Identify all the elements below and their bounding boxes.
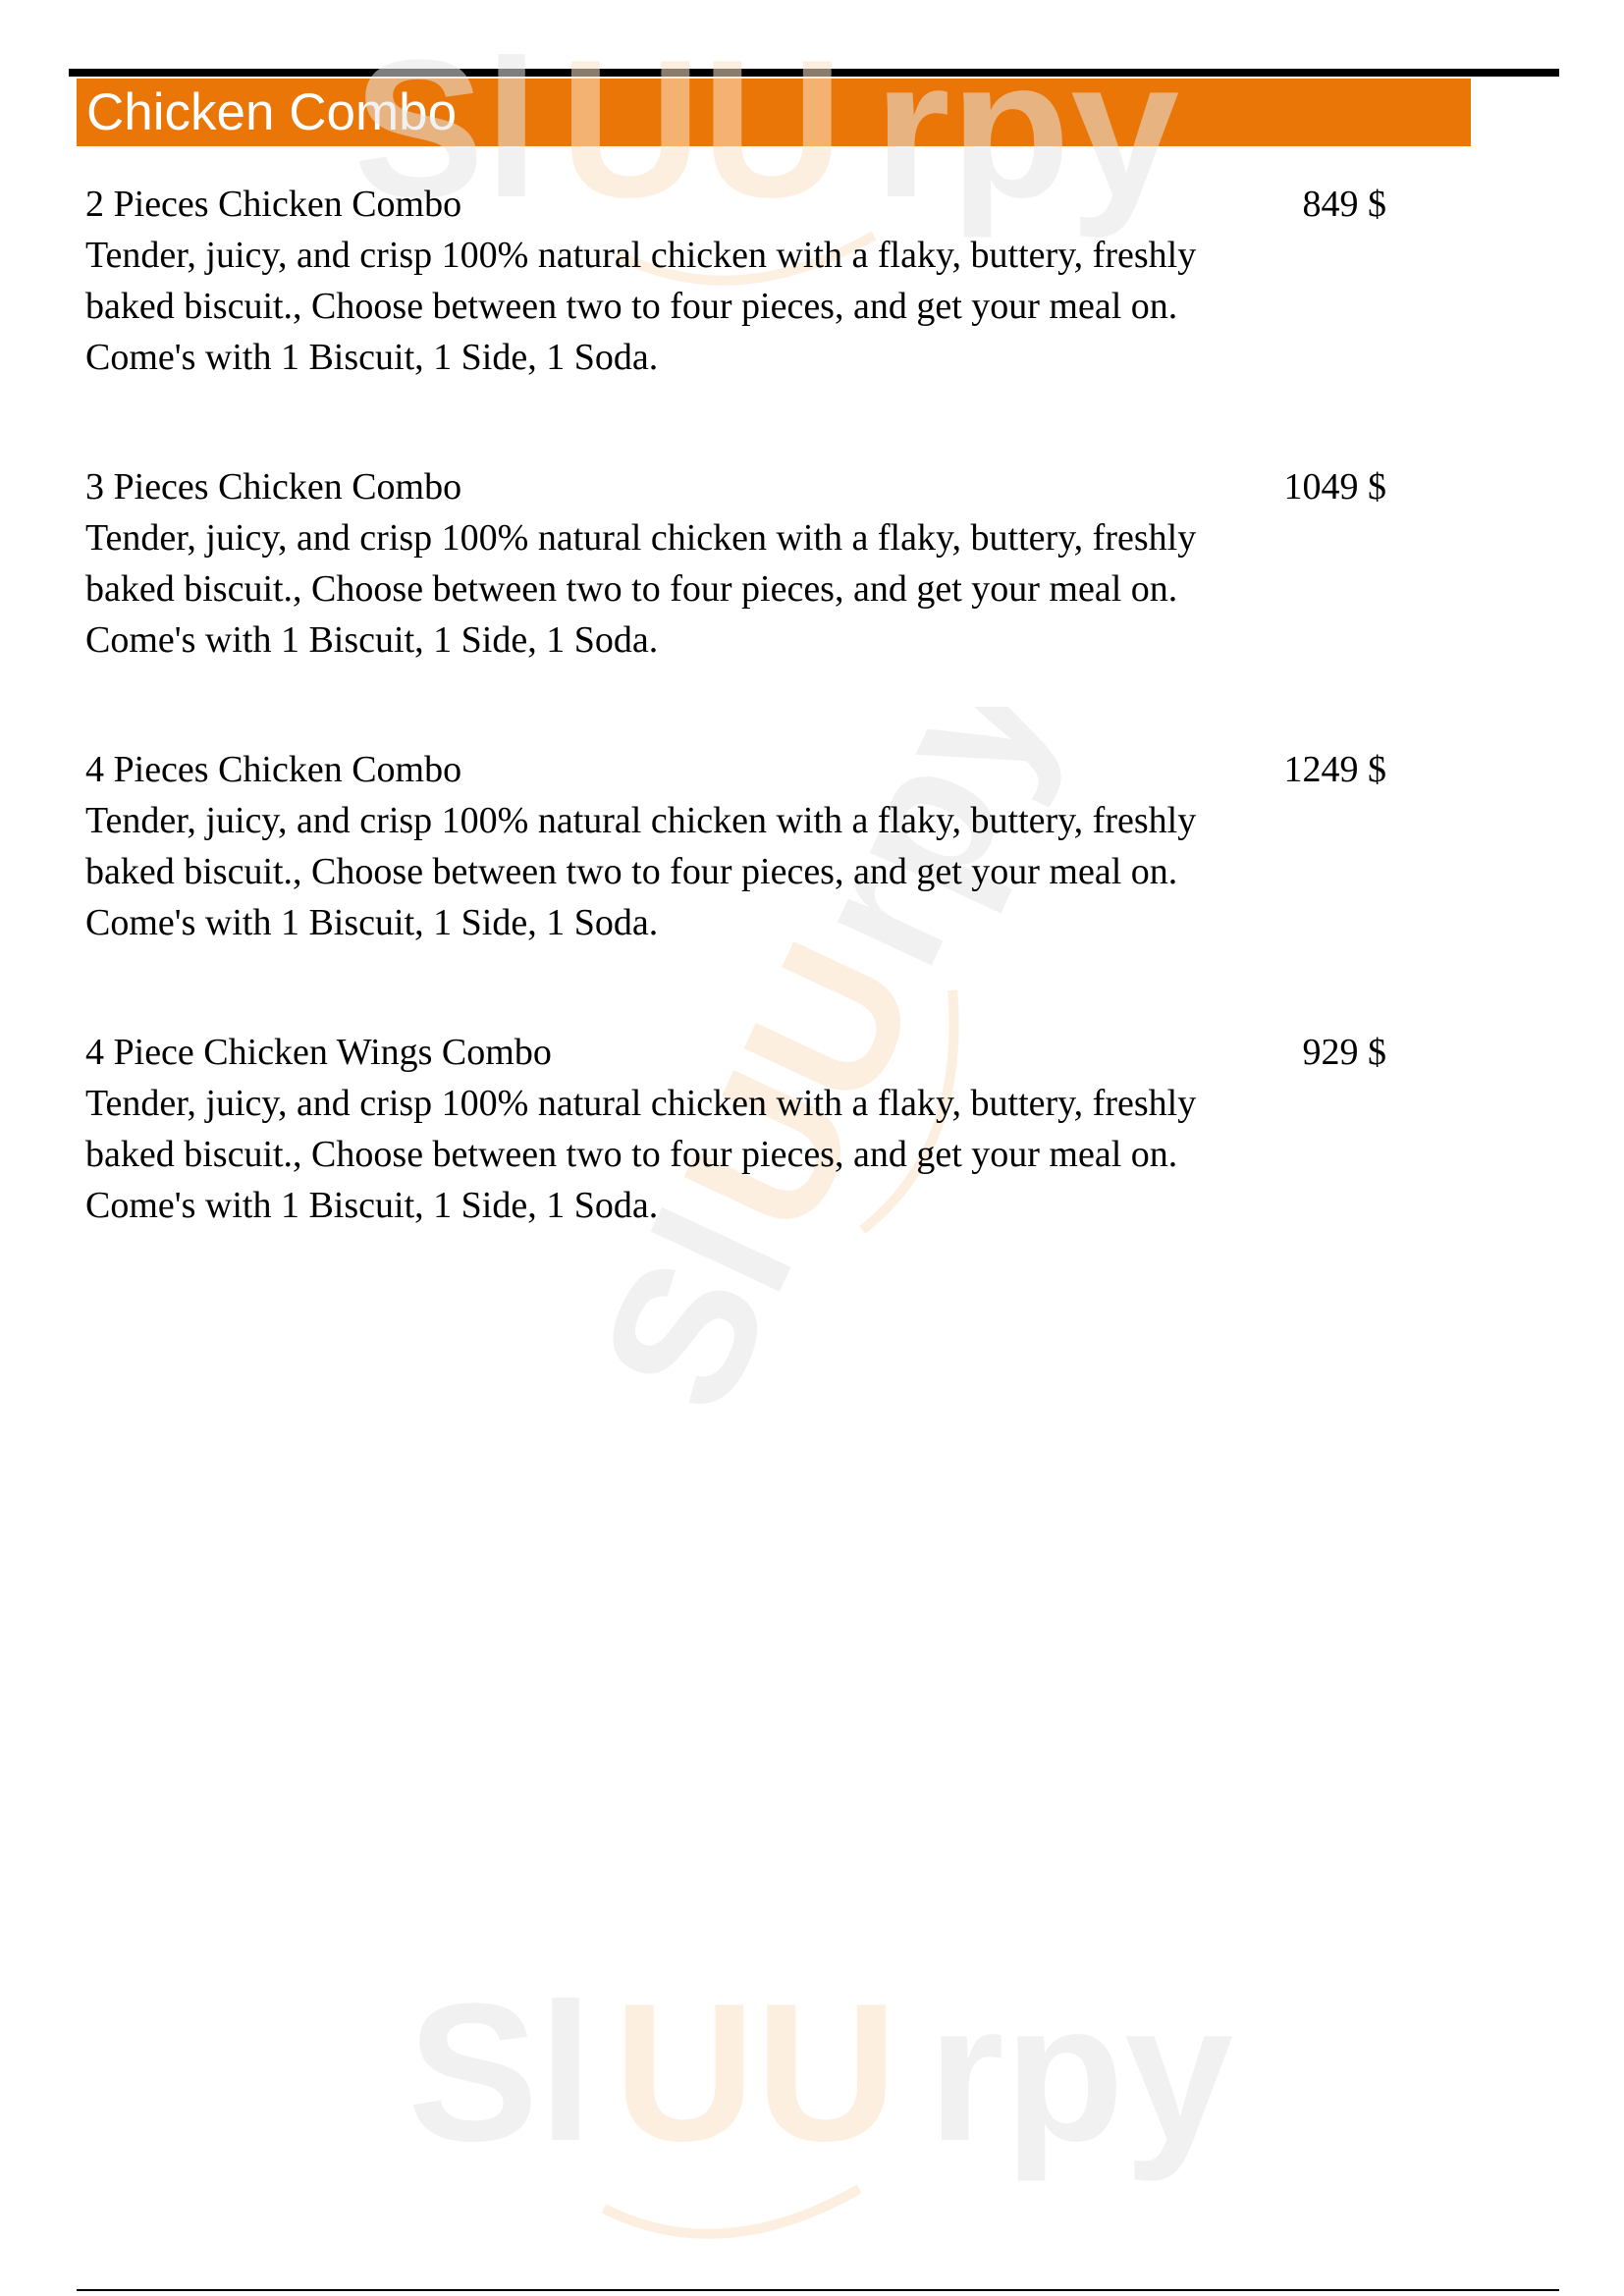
item-name: 4 Piece Chicken Wings Combo [85,1032,552,1073]
bottom-rule [77,2289,1559,2291]
svg-text:rpy: rpy [765,707,1094,996]
item-price: 849 $ [1302,184,1386,225]
svg-text:Sl: Sl [558,1179,836,1441]
svg-text:rpy: rpy [928,1963,1234,2182]
item-price: 1049 $ [1283,466,1386,507]
svg-text:Sl: Sl [407,1963,593,2182]
item-description: Tender, juicy, and crisp 100% natural chicken with a flaky, buttery, freshly baked biscuit., Choose between two to four pieces, and get your meal on. Come's with 1 Biscuit, 1 Side, 1 Soda. [85,235,1197,378]
item-description: Tender, juicy, and crisp 100% natural chicken with a flaky, buttery, freshly baked biscuit., Choose between two to four pieces, and get your meal on. Come's with 1 Biscuit, 1 Side, 1 Soda. [85,517,1197,661]
item-name: 3 Pieces Chicken Combo [85,466,462,507]
svg-text:rpy: rpy [874,20,1180,239]
item-price: 1249 $ [1283,749,1386,790]
menu-item [85,1027,1386,1309]
svg-text:Sl: Sl [353,20,539,239]
svg-text:UU: UU [560,20,843,239]
svg-text:UU: UU [614,1963,897,2182]
item-description: Tender, juicy, and crisp 100% natural chicken with a flaky, buttery, freshly baked biscuit., Choose between two to four pieces, and get your meal on. Come's with 1 Biscuit, 1 Side, 1 Soda. [85,800,1197,943]
section-title: Chicken Combo [86,83,458,141]
menu-item [85,744,1386,1027]
item-description: Tender, juicy, and crisp 100% natural chicken with a flaky, buttery, freshly baked biscuit., Choose between two to four pieces, and get your meal on. Come's with 1 Biscuit, 1 Side, 1 Soda. [85,1083,1197,1226]
top-rule [69,69,1559,77]
item-name: 2 Pieces Chicken Combo [85,184,462,225]
item-name: 4 Pieces Chicken Combo [85,749,462,790]
item-price: 929 $ [1302,1032,1386,1073]
svg-text:UU: UU [641,913,960,1263]
menu-item [85,461,1386,744]
watermark-logo-bottom [407,1953,1252,2277]
section-header [77,79,1471,146]
menu-list [85,179,1386,1309]
menu-item [85,179,1386,461]
